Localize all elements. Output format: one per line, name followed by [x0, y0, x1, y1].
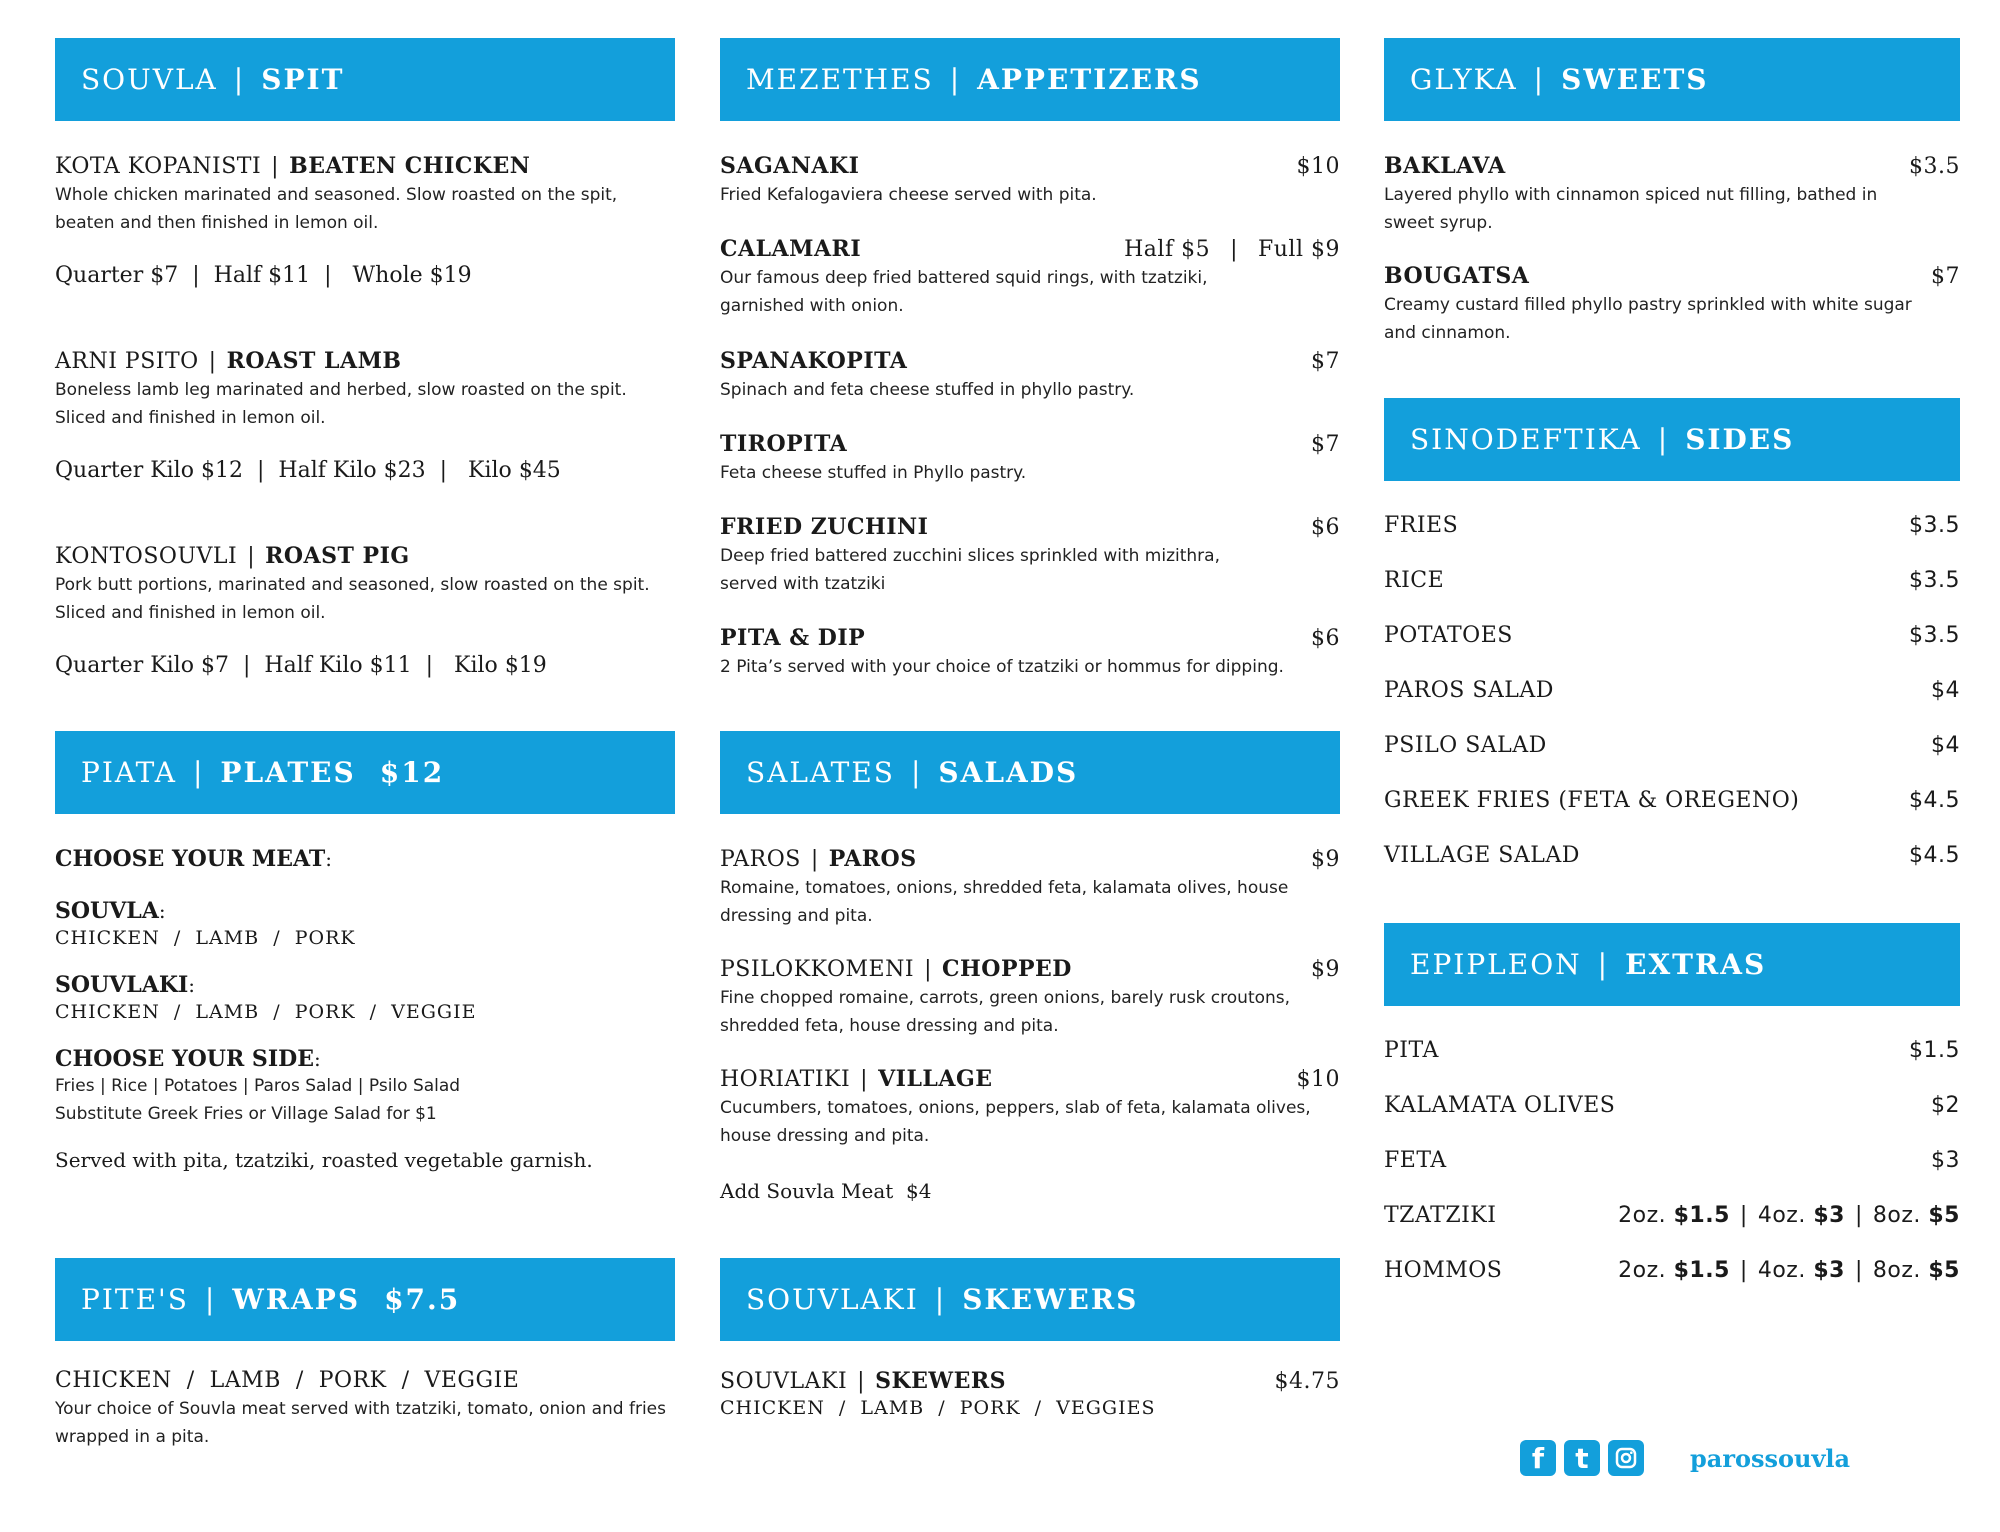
souvla-options: CHICKEN / LAMB / PORK [55, 927, 356, 949]
section-header-appetizers [720, 38, 1340, 121]
extra-name: TZATZIKI [1384, 1203, 1497, 1228]
item-price: $7 [1311, 349, 1340, 374]
item-name: BOUGATSA [1384, 263, 1530, 289]
size-price: $1.5 [1673, 1258, 1730, 1283]
choose-meat-label: CHOOSE YOUR MEAT [55, 846, 326, 872]
item-price-half: Half $5 [1124, 237, 1211, 262]
side-row [1384, 733, 1960, 788]
menu-item-roast-pig: KONTOSOUVLI | ROAST PIG Pork butt portions, marinated and seasoned, slow roasted on the spit. Sliced and finished in lemon oil. [55, 543, 675, 627]
item-greek-name: KONTOSOUVLI [55, 544, 238, 569]
item-greek-name: PSILOKKOMENI [720, 957, 915, 982]
item-greek-name: PAROS [720, 847, 801, 872]
extra-name: PITA [1384, 1038, 1439, 1063]
sides-list [1384, 513, 1960, 898]
header-greek: SINODEFTIKA [1410, 423, 1642, 456]
size-prices-lamb: Quarter Kilo $12 | Half Kilo $23 | Kilo $45 [55, 458, 561, 483]
item-price: $9 [1311, 847, 1340, 872]
menu-item-calamari: CALAMARI Half $5 | Full $9 Our famous deep fried battered squid rings, with tzatziki, garnished with onion. [720, 236, 1340, 320]
size-oz: 8oz. [1872, 1203, 1921, 1228]
size-price: $45 [518, 458, 561, 483]
header-price: $7.5 [384, 1283, 461, 1316]
item-price: $9 [1311, 957, 1340, 982]
side-options: Fries | Rice | Potatoes | Paros Salad | Psilo Salad [55, 1076, 461, 1096]
section-header-plates [55, 731, 675, 814]
side-name: PAROS SALAD [1384, 678, 1554, 703]
side-price: $4 [1931, 733, 1960, 758]
size-price: $19 [429, 263, 472, 288]
size-prices-chicken: Quarter $7 | Half $11 | Whole $19 [55, 263, 472, 288]
item-name: PITA & DIP [720, 625, 866, 651]
item-english-name: VILLAGE [878, 1066, 993, 1092]
item-price: $6 [1311, 515, 1340, 540]
size-label: Kilo [468, 458, 512, 483]
side-row [1384, 623, 1960, 678]
item-price: $3.5 [1909, 154, 1960, 179]
item-description: Spinach and feta cheese stuffed in phyllo pastry. [720, 380, 1135, 400]
item-price: $7 [1931, 264, 1960, 289]
header-greek: SALATES [746, 756, 895, 789]
item-greek-name: KOTA KOPANISTI [55, 154, 262, 179]
header-english: WRAPS [232, 1283, 361, 1316]
header-greek: SOUVLA [81, 63, 218, 96]
side-row [1384, 513, 1960, 568]
item-description: Romaine, tomatoes, onions, shredded feta, kalamata olives, house dressing and pita. [720, 878, 1289, 926]
extra-name: KALAMATA OLIVES [1384, 1093, 1616, 1118]
side-price: $4.5 [1909, 843, 1960, 868]
item-description: 2 Pita’s served with your choice of tzatziki or hommus for dipping. [720, 657, 1284, 677]
size-prices-pig: Quarter Kilo $7 | Half Kilo $11 | Kilo $19 [55, 653, 547, 678]
size-price: $7 [150, 263, 179, 288]
item-english-name: SKEWERS [875, 1368, 1007, 1394]
item-greek-name: HORIATIKI [720, 1067, 851, 1092]
item-description: Our famous deep fried battered squid rings, with tzatziki, garnished with onion. [720, 268, 1208, 316]
item-description: Cucumbers, tomatoes, onions, peppers, slab of feta, kalamata olives, house dressing and pita. [720, 1098, 1311, 1146]
size-oz: 2oz. [1618, 1203, 1667, 1228]
skewers-options: CHICKEN / LAMB / PORK / VEGGIES [720, 1397, 1156, 1419]
size-oz: 2oz. [1618, 1258, 1667, 1283]
extra-price: $1.5 [1909, 1038, 1960, 1063]
item-english-name: PAROS [828, 846, 917, 872]
wraps-details [55, 1368, 675, 1451]
size-label: Quarter Kilo [55, 653, 194, 678]
side-price: $3.5 [1909, 623, 1960, 648]
header-separator: | [204, 1283, 217, 1316]
header-english: SPIT [261, 63, 345, 96]
header-separator: | [910, 756, 923, 789]
souvla-label: SOUVLA [55, 898, 159, 924]
side-row [1384, 843, 1960, 898]
menu-item-bougatsa [1384, 263, 1960, 347]
item-name: SPANAKOPITA [720, 348, 908, 374]
side-name: PSILO SALAD [1384, 733, 1547, 758]
size-label: Kilo [454, 653, 498, 678]
extra-name: HOMMOS [1384, 1258, 1503, 1283]
side-name: VILLAGE SALAD [1384, 843, 1580, 868]
menu-item-tiropita [720, 431, 1340, 487]
section-header-salads [720, 731, 1340, 814]
plates-details: CHOOSE YOUR MEAT: SOUVLA: CHICKEN / LAMB / PORK SOUVLAKI: CHICKEN / LAMB / PORK / VEGGIE CHOOSE YOUR SIDE: Fries | Rice | Potatoes | Paros Salad | Psilo Salad Substitute Greek Fries or Village Salad for $1 Served with pita, tzatziki, roasted vegetable garnish. [55, 846, 675, 1172]
extras-list [1384, 1038, 1960, 1313]
wraps-description: Your choice of Souvla meat served with tzatziki, tomato, onion and fries wrapped in a pita. [55, 1399, 666, 1447]
item-name: TIROPITA [720, 431, 848, 457]
header-english: SKEWERS [962, 1283, 1139, 1316]
menu-item-paros-salad: PAROS | PAROS $9 Romaine, tomatoes, onions, shredded feta, kalamata olives, house dressing and pita. [720, 846, 1340, 930]
menu-item-chopped-salad: PSILOKKOMENI | CHOPPED $9 Fine chopped romaine, carrots, green onions, barely rusk croutons, shredded feta, house dressing and pita. [720, 956, 1340, 1040]
item-price: $6 [1311, 626, 1340, 651]
side-row [1384, 568, 1960, 623]
instagram-glyph [1614, 1446, 1638, 1470]
side-name: POTATOES [1384, 623, 1513, 648]
header-separator: | [1657, 423, 1670, 456]
header-greek: SOUVLAKI [746, 1283, 919, 1316]
header-price: $12 [379, 756, 445, 789]
extra-name: FETA [1384, 1148, 1447, 1173]
menu-item-spanakopita [720, 348, 1340, 404]
header-greek: EPIPLEON [1410, 948, 1582, 981]
side-name: GREEK FRIES (FETA & OREGENO) [1384, 788, 1800, 813]
item-description: Boneless lamb leg marinated and herbed, slow roasted on the spit. Sliced and finished in lemon oil. [55, 380, 627, 428]
section-header-wraps [55, 1258, 675, 1341]
item-price: $10 [1296, 1067, 1340, 1092]
size-price: $12 [200, 458, 243, 483]
size-price: $3 [1813, 1203, 1845, 1228]
extra-row [1384, 1038, 1960, 1093]
menu-item-fried-zuchini [720, 514, 1340, 598]
item-description: Feta cheese stuffed in Phyllo pastry. [720, 463, 1027, 483]
size-label: Half [213, 263, 262, 288]
side-name: RICE [1384, 568, 1445, 593]
souvlaki-label: SOUVLAKI [55, 972, 189, 998]
size-price: $3 [1813, 1258, 1845, 1283]
section-header-skewers [720, 1258, 1340, 1341]
header-separator: | [949, 63, 962, 96]
size-label: Half Kilo [278, 458, 377, 483]
item-name: FRIED ZUCHINI [720, 514, 929, 540]
header-separator: | [233, 63, 246, 96]
side-substitute: Substitute Greek Fries or Village Salad for $1 [55, 1104, 437, 1124]
size-label: Half Kilo [264, 653, 363, 678]
menu-item-baklava [1384, 153, 1960, 237]
item-description: Deep fried battered zucchini slices sprinkled with mizithra, served with tzatziki [720, 546, 1220, 594]
item-price: $4.75 [1274, 1369, 1340, 1394]
item-description: Pork butt portions, marinated and seasoned, slow roasted on the spit. Sliced and finished in lemon oil. [55, 575, 650, 623]
size-price: $11 [369, 653, 412, 678]
header-english: PLATES [220, 756, 356, 789]
header-greek: GLYKA [1410, 63, 1518, 96]
header-separator: | [1533, 63, 1546, 96]
menu-item-pita-dip [720, 625, 1340, 681]
item-name: SAGANAKI [720, 153, 860, 179]
size-oz: 4oz. [1757, 1258, 1806, 1283]
item-name: BAKLAVA [1384, 153, 1506, 179]
size-oz: 4oz. [1757, 1203, 1806, 1228]
size-label: Quarter [55, 263, 144, 288]
size-price: $7 [200, 653, 229, 678]
header-separator: | [1597, 948, 1610, 981]
item-price: $10 [1296, 154, 1340, 179]
size-price: $1.5 [1673, 1203, 1730, 1228]
extra-price: $3 [1931, 1148, 1960, 1173]
header-separator: | [934, 1283, 947, 1316]
side-price: $4 [1931, 678, 1960, 703]
item-greek-name: SOUVLAKI [720, 1369, 848, 1394]
twitter-icon[interactable]: t [1564, 1440, 1600, 1476]
section-header-sweets [1384, 38, 1960, 121]
menu-item-skewers: SOUVLAKI | SKEWERS $4.75 CHICKEN / LAMB / PORK / VEGGIES [720, 1368, 1340, 1422]
extra-row [1384, 1148, 1960, 1203]
add-souvla-meat: Add Souvla Meat $4 [720, 1179, 932, 1203]
header-english: SWEETS [1561, 63, 1709, 96]
header-separator: | [192, 756, 205, 789]
extra-row [1384, 1093, 1960, 1148]
item-description: Creamy custard filled phyllo pastry sprinkled with white sugar and cinnamon. [1384, 295, 1912, 343]
item-english-name: CHOPPED [941, 956, 1072, 982]
size-price: $11 [268, 263, 311, 288]
item-english-name: ROAST PIG [265, 543, 410, 569]
choose-side-label: CHOOSE YOUR SIDE [55, 1046, 314, 1072]
side-price: $3.5 [1909, 568, 1960, 593]
header-english: APPETIZERS [977, 63, 1202, 96]
facebook-icon[interactable]: f [1520, 1440, 1556, 1476]
item-name: CALAMARI [720, 236, 862, 262]
social-links [1520, 1440, 1850, 1476]
item-price-full: Full $9 [1258, 237, 1340, 262]
menu-item-roast-lamb: ARNI PSITO | ROAST LAMB Boneless lamb leg marinated and herbed, slow roasted on the spit. Sliced and finished in lemon oil. [55, 348, 675, 432]
wraps-options: CHICKEN / LAMB / PORK / VEGGIE [55, 1368, 520, 1393]
item-price: $7 [1311, 432, 1340, 457]
header-greek: PITE'S [81, 1283, 189, 1316]
instagram-icon[interactable] [1608, 1440, 1644, 1476]
side-row [1384, 678, 1960, 733]
item-description: Fine chopped romaine, carrots, green onions, barely rusk croutons, shredded feta, house dressing and pita. [720, 988, 1291, 1036]
size-price: $19 [504, 653, 547, 678]
side-name: FRIES [1384, 513, 1459, 538]
extra-price: $2 [1931, 1093, 1960, 1118]
header-english: EXTRAS [1625, 948, 1767, 981]
plates-served-with: Served with pita, tzatziki, roasted vegetable garnish. [55, 1148, 593, 1172]
menu-item-village-salad: HORIATIKI | VILLAGE $10 Cucumbers, tomatoes, onions, peppers, slab of feta, kalamata olives, house dressing and pita. [720, 1066, 1340, 1150]
menu-item-beaten-chicken: KOTA KOPANISTI | BEATEN CHICKEN Whole chicken marinated and seasoned. Slow roasted on the spit, beaten and then finished in lemon oil. [55, 153, 675, 237]
item-description: Whole chicken marinated and seasoned. Slow roasted on the spit, beaten and then finished in lemon oil. [55, 185, 618, 233]
side-price: $4.5 [1909, 788, 1960, 813]
size-label: Quarter Kilo [55, 458, 194, 483]
size-price: $5 [1928, 1203, 1960, 1228]
item-english-name: ROAST LAMB [226, 348, 402, 374]
extra-row-hommos: HOMMOS 2oz. $1.5 | 4oz. $3 | 8oz. $5 [1384, 1258, 1960, 1283]
menu-item-saganaki [720, 153, 1340, 209]
size-label: Whole [352, 263, 423, 288]
item-description: Fried Kefalogaviera cheese served with pita. [720, 185, 1097, 205]
header-greek: PIATA [81, 756, 177, 789]
item-english-name: BEATEN CHICKEN [289, 153, 531, 179]
section-header-sides [1384, 398, 1960, 481]
header-english: SIDES [1685, 423, 1795, 456]
social-handle[interactable]: parossouvla [1690, 1443, 1851, 1473]
side-row [1384, 788, 1960, 843]
extra-row-tzatziki: TZATZIKI 2oz. $1.5 | 4oz. $3 | 8oz. $5 [1384, 1203, 1960, 1228]
header-english: SALADS [938, 756, 1079, 789]
side-price: $3.5 [1909, 513, 1960, 538]
size-price: $23 [383, 458, 426, 483]
souvlaki-options: CHICKEN / LAMB / PORK / VEGGIE [55, 1001, 477, 1023]
section-header-spit [55, 38, 675, 121]
section-header-extras [1384, 923, 1960, 1006]
header-greek: MEZETHES [746, 63, 934, 96]
item-description: Layered phyllo with cinnamon spiced nut filling, bathed in sweet syrup. [1384, 185, 1878, 233]
size-price: $5 [1928, 1258, 1960, 1283]
size-oz: 8oz. [1872, 1258, 1921, 1283]
item-greek-name: ARNI PSITO [55, 349, 199, 374]
